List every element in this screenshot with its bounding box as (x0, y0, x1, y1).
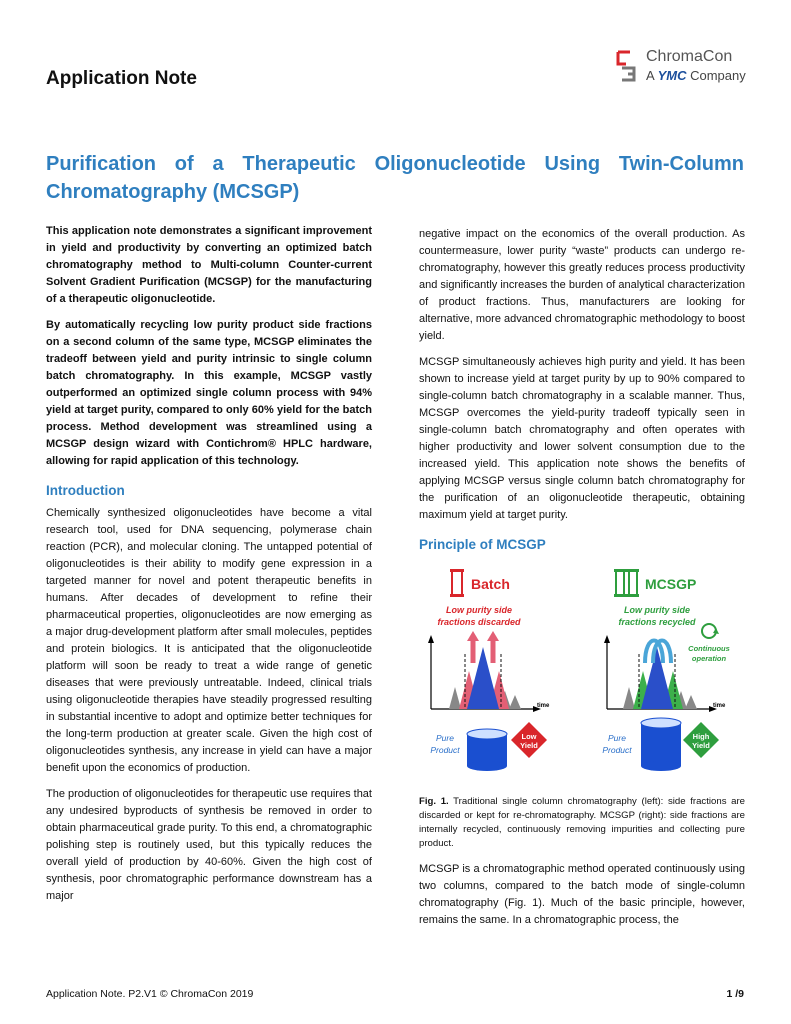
introduction-heading: Introduction (46, 483, 125, 498)
batch-pure-label-1: Pure (436, 733, 454, 743)
batch-time-label: time (537, 703, 550, 709)
document-type-heading: Application Note (46, 68, 197, 89)
document-title: Purification of a Therapeutic Oligonucleotide Using Twin-Column Chromatography (MCSGP) (46, 153, 744, 203)
introduction-paragraph-1: Chemically synthesized oligonucleotides have become a vital research tool, used for DNA sequencing, polymerase chain reaction (PCR), and molecular cloning. The untapped potential of oligonucleotides is their ability to modify gene expression in a targeted manner for novel and potent therapeutic benefits in humans. After decades of development to refine their pharmaceutical properties, oligonucleotides are now emerging as a major drug-development platform after small molecules, peptides and protein biologics. It is anticipated that the oligonucleotide platform will soon be ready to treat a wide range of genetic diseases that were previously untreatable. Indeed, clinical trials using oligonucleotide therapies have steadily progressed resulting in substantial incentive to adopt and optimize better techniques for the long-term production at greater scale. Given the high cost of oligonucleotides synthesis, any increase in yield can have a major benefit upon the economics of production. (46, 507, 372, 774)
right-column (419, 226, 745, 938)
continuous-operation-icon (702, 624, 719, 638)
left-column (46, 223, 372, 914)
figure-caption-text: Traditional single column chromatography (left): side fractions are discarded or kept for re-chromatography. MCSGP (right): side fractions are internally recycled, continuously removing impurities and collecting pure product. (419, 796, 746, 849)
svg-text:High: High (692, 732, 710, 741)
footer-text: Application Note. P2.V1 © ChromaCon 2019 (46, 988, 254, 1000)
svg-text:Low: Low (521, 732, 537, 741)
batch-chromatogram (428, 631, 550, 712)
batch-note-line-2: fractions discarded (437, 617, 521, 627)
mcsgp-principle-figure (419, 559, 749, 779)
mcsgp-columns-icon (614, 569, 639, 597)
principle-heading: Principle of MCSGP (419, 537, 546, 552)
batch-product-vessel (467, 729, 507, 771)
high-yield-badge (683, 722, 719, 758)
chromacon-logo-icon (614, 48, 638, 84)
batch-note-line-1: Low purity side (445, 605, 513, 615)
figure-caption (419, 795, 745, 851)
mcsgp-pure-label-1: Pure (608, 733, 626, 743)
chromacon-logo (614, 48, 754, 86)
right-paragraph-2: MCSGP simultaneously achieves high purity and yield. It has been shown to increase yield at target purity by up to 90% compared to single-column batch chromatography in a scalable manner. Thus, MCSGP overcomes the yield-purity tradeoff typically seen in single-column batch chromatography and often operates with higher productivity and lower solvent consumption due to the increased yield. This application note shows the benefits of applying MCSGP versus single column batch chromatography for the purification of an oligonucleotide therapeutic, obtaining maximum yield at target purity. (419, 356, 745, 521)
ymc-wordmark: YMC (657, 68, 687, 83)
svg-text:Yield: Yield (692, 741, 710, 750)
abstract-paragraph-2: By automatically recycling low purity product side fractions on a second column of the same type, MCSGP eliminates the tradeoff between yield and purity intrinsic to single column batch chromatography. In this example, MCSGP vastly outperformed an optimized single column process with 94% yield at target purity, compared to only 60% yield for the batch process. Method development was streamlined using a MCSGP design wizard with Contichrom® HPLC hardware, allowing for rapid application of this technology. (46, 319, 372, 467)
figure-caption-label: Fig. 1. (419, 796, 449, 807)
low-yield-badge (511, 722, 547, 758)
batch-label: Batch (471, 576, 510, 592)
right-paragraph-3: MCSGP is a chromatographic method operated continuously using two columns, compared to the batch mode of single-column chromatography (Fig. 1). Much of the basic principle, however, remains the same. In a chromatographic process, the (419, 863, 745, 926)
batch-pure-label-2: Product (430, 745, 460, 755)
logo-brand-text: ChromaCon (646, 48, 733, 65)
mcsgp-note-line-2: fractions recycled (618, 617, 696, 627)
mcsgp-product-vessel (641, 718, 681, 771)
page-number: 1 /9 (726, 988, 744, 1000)
continuous-label-2: operation (691, 654, 727, 663)
introduction-paragraph-2: The production of oligonucleotides for therapeutic use requires that any undesired byproducts of synthesis be removed in order to obtain pharmaceutical grade purity. To this end, a chromatographic polishing step is routinely used, but this typically reduces the overall yield of production by 40-60%. Given the high cost of synthesis, poor chromatographic performance downstream has a major (46, 788, 372, 902)
svg-text:Yield: Yield (520, 741, 538, 750)
mcsgp-label: MCSGP (645, 576, 697, 592)
abstract-paragraph-1: This application note demonstrates a significant improvement in yield and productivity by converting an optimized batch chromatography method to Multi-column Counter-current Solvent Gradient Purification (MCSGP) for the manufacturing of a therapeutic oligonucleotide. (46, 225, 372, 305)
continuous-label-1: Continuous (688, 644, 730, 653)
right-paragraph-1: negative impact on the economics of the overall production. As countermeasure, lower purity “waste” products can undergo re-chromatography, however this greatly reduces process productivity and significantly increases the burden of analytical characterization of product fractions. Thus, manufacturers are looking for alternative, more advanced chromatographic methodology to boost yield. (419, 228, 745, 342)
mcsgp-time-label: time (713, 703, 726, 709)
logo-subtitle: A YMC Company (646, 68, 746, 83)
batch-column-icon (450, 569, 464, 597)
mcsgp-note-line-1: Low purity side (623, 605, 691, 615)
mcsgp-pure-label-2: Product (602, 745, 632, 755)
